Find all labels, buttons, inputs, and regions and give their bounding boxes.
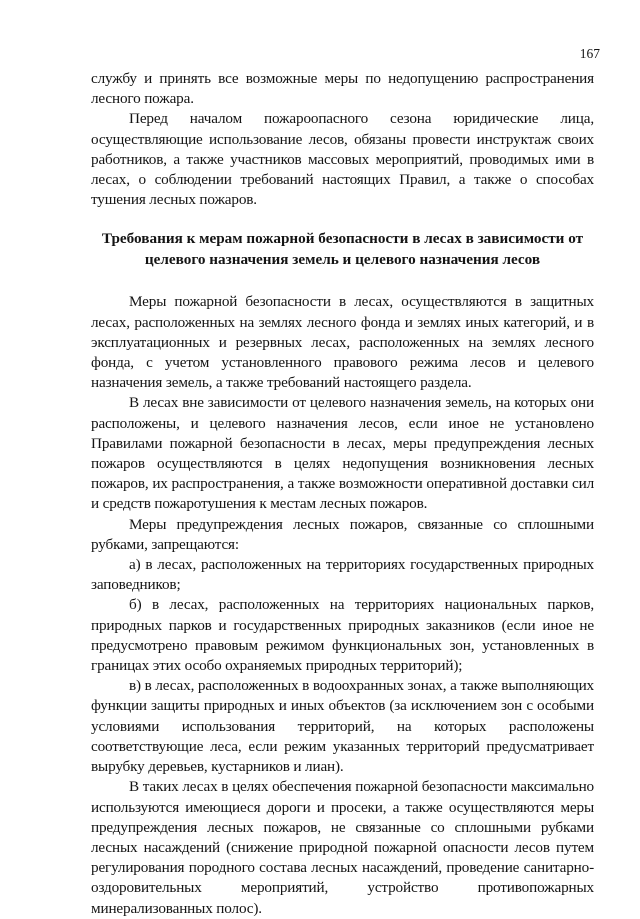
paragraph: Меры предупреждения лесных пожаров, связанные со сплошными рубками, запрещаются:	[91, 515, 594, 553]
list-item: б) в лесах, расположенных на территориях национальных парков, природных парков и государственных природных заказников (если иное не предусмотрено правовым режимом функциональных зон, установленных в границах этих особо охраняемых природных территорий);	[91, 596, 594, 675]
paragraph: Перед началом пожароопасного сезона юридические лица, осуществляющие использование лесов, обязаны провести инструктаж своих работников, а также участников массовых мероприятий, проводимых ими в лесах, о соблюдении требований настоящих Правил, а также о способах тушения лесных пожаров.	[91, 110, 594, 209]
paragraph: Меры пожарной безопасности в лесах, осуществляются в защитных лесах, расположенных на землях лесного фонда и землях иных категорий, и в эксплуатационных и резервных лесах, расположенных на землях лесного фонда, с учетом установленного правового режима лесов и целевого назначения земель, а также требований настоящего раздела.	[91, 293, 594, 392]
paragraph: службу и принять все возможные меры по недопущению распространения лесного пожара.	[91, 70, 594, 108]
list-item: в) в лесах, расположенных в водоохранных зонах, а также выполняющих функции защиты природных и иных объектов (за исключением зон с особыми условиями использования территорий, на которых расположены соответствующие леса, если режим указанных территорий предусматривает вырубку деревьев, кустарников и лиан).	[91, 677, 594, 776]
paragraph: В таких лесах в целях обеспечения пожарной безопасности максимально используются имеющиеся дороги и просеки, а также осуществляются меры предупреждения лесных пожаров, не связанные со сплошными рубками лесных насаждений (снижение природной пожарной опасности лесов путем регулирования породного состава лесных насаждений, проведение санитарно-оздоровительных мероприятий, устройство противопожарных минерализованных полос).	[91, 778, 594, 917]
document-body	[91, 69, 594, 919]
paragraph: В лесах вне зависимости от целевого назначения земель, на которых они расположены, и целевого назначения лесов, если иное не установлено Правилами пожарной безопасности в лесах, меры предупреждения лесных пожаров осуществляются в целях недопущения возникновения лесных пожаров, их распространения, а также возможности оперативной доставки сил и средств пожаротушения к местам лесных пожаров.	[91, 394, 594, 513]
page-number: 167	[579, 46, 600, 61]
section-heading: Требования к мерам пожарной безопасности в лесах в зависимости от целевого назначения земель и целевого назначения лесов	[101, 230, 584, 268]
list-item: а) в лесах, расположенных на территориях государственных природных заповедников;	[91, 556, 594, 594]
